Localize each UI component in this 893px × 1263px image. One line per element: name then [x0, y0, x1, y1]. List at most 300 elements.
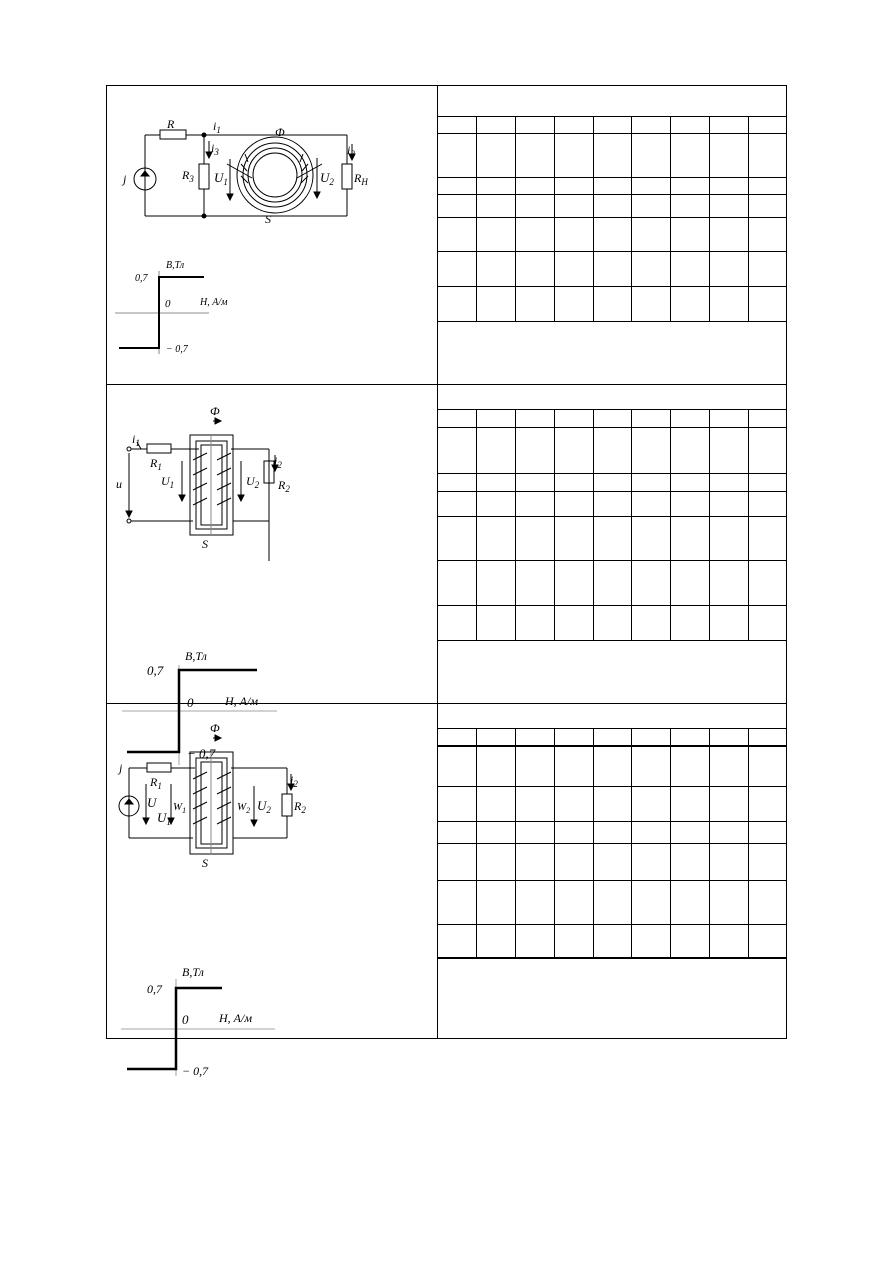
- table-cell: [632, 843, 671, 880]
- table-cell: [554, 116, 593, 133]
- table-cell: [748, 491, 787, 516]
- table-cell: [477, 409, 516, 427]
- label-S: S: [265, 212, 271, 226]
- table-cell: [554, 605, 593, 640]
- table-cell: [709, 746, 748, 786]
- table-cell: [438, 116, 477, 133]
- label-S: S: [202, 856, 208, 870]
- table-cell: [748, 194, 787, 217]
- label-phi: Ф: [210, 721, 220, 735]
- table-cell: [709, 821, 748, 843]
- table-cell: [671, 516, 710, 560]
- table-cell: [438, 86, 787, 116]
- table-cell: [438, 177, 477, 194]
- bh2-xlabel: H, А/м: [225, 694, 258, 708]
- label-R1-sub: 1: [157, 781, 162, 791]
- svg-text:0: [165, 298, 171, 310]
- table-cell: [593, 133, 632, 177]
- table-cell: [671, 746, 710, 786]
- table-cell: [516, 473, 555, 491]
- table-cell: [516, 746, 555, 786]
- table-cell: [554, 251, 593, 286]
- label-R2-sub: 2: [285, 484, 290, 494]
- table-cell: [477, 516, 516, 560]
- table-cell: [593, 194, 632, 217]
- table-cell: [554, 217, 593, 251]
- table-cell: [709, 133, 748, 177]
- label-U1: U: [157, 810, 167, 825]
- table-cell: [516, 217, 555, 251]
- label-i1-sub: 1: [216, 125, 221, 135]
- task-row-2: [107, 384, 786, 761]
- table-cell: [632, 177, 671, 194]
- table-cell: [632, 286, 671, 321]
- table-cell: [554, 786, 593, 821]
- table-cell: [477, 177, 516, 194]
- table-cell: [709, 786, 748, 821]
- table-cell: [632, 728, 671, 746]
- bh-curve-1: [115, 271, 209, 354]
- table-cell: [748, 821, 787, 843]
- table-cell: [438, 958, 787, 1038]
- svg-text:W1: [173, 801, 186, 815]
- svg-text:H, А/м: [199, 297, 228, 308]
- table-cell: [593, 560, 632, 605]
- label-U1: U: [214, 170, 224, 185]
- svg-text:S: [265, 212, 271, 226]
- table-cell: [671, 251, 710, 286]
- table-cell: [477, 880, 516, 924]
- table-cell: [709, 843, 748, 880]
- table-cell: [554, 177, 593, 194]
- table-cell: [438, 286, 477, 321]
- table-cell: [438, 924, 477, 958]
- table-cell: [438, 880, 477, 924]
- table-cell: [554, 821, 593, 843]
- label-U2: U: [320, 170, 330, 185]
- figure-1: [107, 86, 437, 384]
- table-cell: [632, 194, 671, 217]
- svg-text:H, А/м: [218, 1011, 252, 1025]
- label-R2: R: [278, 478, 286, 492]
- label-U2: U: [257, 798, 267, 813]
- svg-text:R2: [277, 478, 290, 494]
- bh1-zero: 0: [165, 298, 171, 310]
- label-phi: Ф: [275, 125, 285, 139]
- bh2-neg: − 0,7: [187, 746, 216, 761]
- svg-text:W2: [237, 801, 250, 815]
- table-cell: [477, 786, 516, 821]
- table-cell: [516, 560, 555, 605]
- figure-2: [107, 385, 437, 761]
- table-cell: [748, 924, 787, 958]
- label-j: j: [123, 172, 127, 186]
- label-u: u: [116, 477, 122, 491]
- table-cell: [477, 133, 516, 177]
- table-cell: [748, 843, 787, 880]
- table-cell: [554, 516, 593, 560]
- table-cell: [748, 746, 787, 786]
- table-cell: [671, 821, 710, 843]
- table-cell: [554, 427, 593, 473]
- label-i3-sub: 3: [214, 147, 219, 157]
- table-cell: [748, 286, 787, 321]
- table-cell: [671, 786, 710, 821]
- label-U2-sub: 2: [266, 805, 271, 815]
- bh2-pos: 0,7: [147, 663, 164, 678]
- table-cell: [438, 217, 477, 251]
- bh3-neg: − 0,7: [182, 1064, 209, 1078]
- page-frame: [106, 85, 787, 1078]
- table-cell: [438, 133, 477, 177]
- table-cell: [709, 427, 748, 473]
- table-cell: [438, 427, 477, 473]
- svg-text:u: [116, 477, 122, 491]
- table-cell: [438, 491, 477, 516]
- label-U1-sub: 1: [223, 177, 228, 187]
- table-cell: [477, 821, 516, 843]
- table-cell: [516, 880, 555, 924]
- table-cell: [632, 427, 671, 473]
- table-cell: [438, 409, 477, 427]
- svg-text:B,Тл: [182, 965, 204, 979]
- svg-text:i3: [211, 141, 219, 157]
- svg-text:U2: [320, 170, 334, 187]
- table-cell: [554, 880, 593, 924]
- table-cell: [632, 516, 671, 560]
- label-U2-sub: 2: [329, 177, 334, 187]
- svg-text:i1: [213, 119, 221, 135]
- table-cell: [709, 605, 748, 640]
- table-cell: [671, 116, 710, 133]
- table-cell: [671, 924, 710, 958]
- table-cell: [554, 491, 593, 516]
- svg-text:Ф: [210, 404, 220, 418]
- label-U: U: [147, 795, 157, 810]
- label-S: S: [202, 537, 208, 551]
- svg-text:− 0,7: [182, 1064, 209, 1078]
- table-cell: [554, 924, 593, 958]
- table-cell: [516, 177, 555, 194]
- label-RH: R: [354, 171, 362, 185]
- table-cell: [477, 286, 516, 321]
- table-cell: [438, 843, 477, 880]
- bh1-neg: − 0,7: [166, 344, 188, 355]
- table-cell: [438, 560, 477, 605]
- table-cell: [709, 409, 748, 427]
- bh1-ylabel: B,Тл: [166, 260, 185, 271]
- table-cell: [554, 133, 593, 177]
- table-cell: [748, 560, 787, 605]
- label-R3: R: [182, 168, 190, 182]
- table-cell: [593, 116, 632, 133]
- table-cell: [748, 728, 787, 746]
- label-R1-sub: 1: [157, 462, 162, 472]
- table-cell: [477, 194, 516, 217]
- svg-text:U1: [161, 474, 174, 490]
- svg-text:R1: [149, 775, 162, 791]
- label-R1: R: [150, 456, 158, 470]
- table-cell: [748, 427, 787, 473]
- table-cell: [632, 133, 671, 177]
- table-cell: [516, 605, 555, 640]
- bh-curve-3: [121, 979, 275, 1076]
- table-cell: [671, 560, 710, 605]
- label-U2-sub: 2: [254, 480, 260, 490]
- table-cell: [516, 251, 555, 286]
- table-cell: [554, 194, 593, 217]
- table-cell: [438, 194, 477, 217]
- table-cell: [632, 924, 671, 958]
- svg-text:i1: [132, 432, 140, 448]
- table-cell: [438, 786, 477, 821]
- label-i3: i: [211, 141, 215, 155]
- svg-text:S: [202, 537, 208, 551]
- table-cell: [477, 843, 516, 880]
- table-cell: [593, 786, 632, 821]
- table-cell: [477, 473, 516, 491]
- svg-text:R2: [293, 799, 306, 815]
- svg-text:B,Тл: [185, 649, 207, 663]
- table-cell: [748, 605, 787, 640]
- table-cell: [593, 746, 632, 786]
- table-cell: [593, 880, 632, 924]
- table-cell: [632, 605, 671, 640]
- table-cell: [748, 880, 787, 924]
- svg-text:i2: [274, 454, 282, 470]
- table-cell: [632, 217, 671, 251]
- svg-text:R1: [149, 456, 162, 472]
- table-cell: [709, 116, 748, 133]
- table-cell: [593, 728, 632, 746]
- bh3-ylabel: B,Тл: [182, 965, 204, 979]
- answer-table-1: [438, 86, 787, 384]
- table-cell: [748, 251, 787, 286]
- table-cell: [593, 177, 632, 194]
- table-cell: [516, 924, 555, 958]
- table-cell: [438, 728, 477, 746]
- label-U2: U: [246, 474, 255, 488]
- circuit-diagram-2: [107, 385, 437, 761]
- table-cell: [709, 516, 748, 560]
- label-i2: i: [274, 454, 278, 468]
- table-cell: [632, 251, 671, 286]
- table-cell: [709, 217, 748, 251]
- table-cell: [477, 560, 516, 605]
- label-R1: R: [150, 775, 158, 789]
- svg-text:0: [182, 1012, 189, 1027]
- table-cell: [748, 516, 787, 560]
- table-cell: [438, 605, 477, 640]
- label-phi: Ф: [210, 404, 220, 418]
- table-cell: [632, 116, 671, 133]
- svg-text:0,7: [135, 273, 149, 284]
- answer-table-2: [438, 385, 787, 703]
- bh3-pos: 0,7: [147, 982, 162, 996]
- label-R2-sub: 2: [301, 805, 306, 815]
- table-cell: [554, 560, 593, 605]
- svg-text:U1: [214, 170, 228, 187]
- table-cell: [632, 560, 671, 605]
- label-U1-sub: 1: [166, 817, 171, 827]
- table-cell: [748, 133, 787, 177]
- label-R2: R: [294, 799, 302, 813]
- table-cell: [709, 728, 748, 746]
- svg-text:R: [166, 117, 175, 131]
- table-cell: [748, 786, 787, 821]
- table-cell: [593, 516, 632, 560]
- label-i1-sub: 1: [135, 438, 140, 448]
- bh3-xlabel: H, А/м: [219, 1011, 252, 1025]
- label-R: R: [167, 117, 175, 131]
- table-cell: [593, 605, 632, 640]
- table-cell: [671, 473, 710, 491]
- table-cell: [593, 427, 632, 473]
- table-cell: [671, 177, 710, 194]
- svg-text:0,7: [147, 982, 163, 996]
- table-cell: [709, 251, 748, 286]
- table-cell: [671, 427, 710, 473]
- svg-text:S: [202, 856, 208, 870]
- table-cell: [593, 924, 632, 958]
- svg-text:R3: [181, 168, 194, 184]
- table-cell: [709, 177, 748, 194]
- table-cell: [438, 704, 787, 728]
- table-cell: [438, 821, 477, 843]
- table-cell: [516, 843, 555, 880]
- table-cell: [709, 194, 748, 217]
- table-cell: [438, 251, 477, 286]
- table-cell: [438, 385, 787, 409]
- table-cell: [516, 786, 555, 821]
- table-cell: [671, 880, 710, 924]
- label-i2-sub: 2: [293, 779, 298, 789]
- table-cell: [632, 746, 671, 786]
- table-cell: [709, 924, 748, 958]
- label-R3-sub: 3: [189, 174, 194, 184]
- table-cell: [516, 516, 555, 560]
- table-cell: [593, 217, 632, 251]
- table-cell: [593, 286, 632, 321]
- svg-text:U2: [246, 474, 260, 490]
- task-row-3: [107, 703, 786, 1078]
- svg-text:Ф: [275, 125, 285, 139]
- table-cell: [632, 473, 671, 491]
- table-cell: [671, 217, 710, 251]
- svg-text:0,7: [147, 663, 164, 678]
- label-U1: U: [161, 474, 170, 488]
- bh2-zero: 0: [187, 695, 194, 710]
- table-cell: [477, 924, 516, 958]
- table-cell: [516, 116, 555, 133]
- label-i2-sub: 2: [350, 149, 355, 159]
- label-W2: W: [237, 801, 247, 813]
- table-cell: [671, 409, 710, 427]
- table-cell: [477, 217, 516, 251]
- table-cell: [748, 116, 787, 133]
- label-W1-sub: 1: [182, 806, 187, 815]
- table-cell: [632, 409, 671, 427]
- bh1-xlabel: H, А/м: [200, 297, 228, 308]
- svg-text:RН: [353, 171, 368, 187]
- table-cell: [477, 116, 516, 133]
- figure-3: [107, 704, 437, 1078]
- table-cell: [593, 409, 632, 427]
- circuit-diagram-1: [107, 86, 437, 384]
- table-cell: [593, 251, 632, 286]
- table-cell: [477, 427, 516, 473]
- table-cell: [671, 728, 710, 746]
- table-cell: [516, 491, 555, 516]
- table-cell: [748, 217, 787, 251]
- table-cell: [477, 251, 516, 286]
- label-i2: i: [347, 143, 351, 157]
- table-cell: [593, 843, 632, 880]
- label-U1-sub: 1: [169, 480, 175, 490]
- table-cell: [477, 605, 516, 640]
- table-cell: [593, 491, 632, 516]
- table-cell: [709, 560, 748, 605]
- table-cell: [554, 728, 593, 746]
- svg-text:j: [121, 172, 127, 186]
- bh3-zero: 0: [182, 1012, 189, 1027]
- svg-text:i2: [290, 773, 298, 789]
- table-cell: [748, 473, 787, 491]
- label-RH-sub: Н: [361, 177, 368, 187]
- table-cell: [632, 880, 671, 924]
- answer-table-3: [438, 704, 787, 1039]
- svg-text:U: [147, 795, 158, 810]
- svg-text:U1: [157, 810, 171, 827]
- table-cell: [554, 409, 593, 427]
- svg-text:− 0,7: [166, 344, 189, 355]
- table-cell: [709, 286, 748, 321]
- table-cell: [516, 728, 555, 746]
- table-cell: [516, 821, 555, 843]
- table-cell: [671, 843, 710, 880]
- label-i2-sub: 2: [277, 460, 282, 470]
- svg-text:Ф: [210, 721, 220, 735]
- table-cell: [632, 491, 671, 516]
- table-cell: [632, 786, 671, 821]
- table-cell: [516, 286, 555, 321]
- table-cell: [709, 491, 748, 516]
- table-cell: [516, 194, 555, 217]
- table-cell: [554, 843, 593, 880]
- table-cell: [632, 821, 671, 843]
- table-cell: [516, 409, 555, 427]
- label-W2-sub: 2: [246, 806, 251, 815]
- table-cell: [516, 133, 555, 177]
- table-cell: [709, 880, 748, 924]
- table-cell: [709, 473, 748, 491]
- table-cell: [438, 473, 477, 491]
- table-cell: [671, 286, 710, 321]
- table-cell: [671, 605, 710, 640]
- table-cell: [593, 473, 632, 491]
- svg-text:j: [117, 761, 123, 775]
- table-cell: [438, 321, 787, 383]
- bh2-ylabel: B,Тл: [185, 649, 207, 663]
- table-cell: [593, 821, 632, 843]
- table-cell: [477, 728, 516, 746]
- table-cell: [438, 516, 477, 560]
- task-row-1: [107, 86, 786, 384]
- label-i1: i: [213, 119, 217, 133]
- table-cell: [438, 746, 477, 786]
- svg-text:i2: [347, 143, 355, 159]
- table-cell: [516, 427, 555, 473]
